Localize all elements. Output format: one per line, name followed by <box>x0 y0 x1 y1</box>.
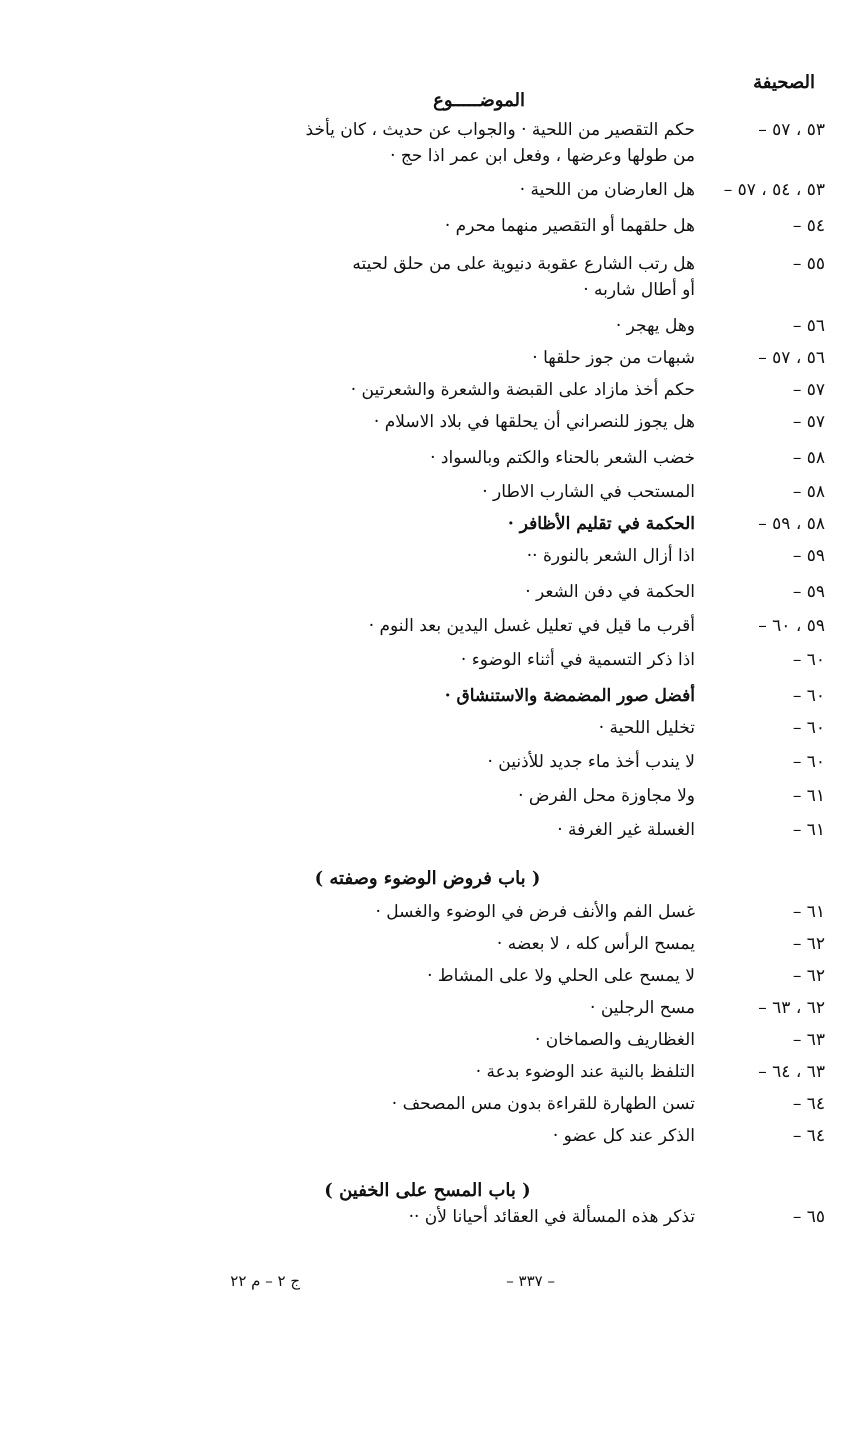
index-entry <box>0 818 855 850</box>
entry-topic-text: الغظاريف والصماخان · <box>534 1030 695 1050</box>
entry-topic-text: مسح الرجلين · <box>590 998 695 1018</box>
pages-column-header: الصحيفة <box>753 72 815 93</box>
entry-topic-text: المستحب في الشارب الاطار · <box>482 482 695 502</box>
index-entry <box>0 410 855 442</box>
index-entry <box>0 446 855 478</box>
entry-page-numbers: ٥٩ ، ٦٠ – <box>758 616 825 636</box>
entry-page-numbers: ٥٨ – <box>792 482 825 502</box>
entry-topic-text: يمسح الرأس كله ، لا بعضه · <box>496 934 695 954</box>
entry-page-numbers: ٦٥ – <box>792 1207 825 1227</box>
entry-topic-text: هل العارضان من اللحية · <box>519 180 695 200</box>
entry-topic-text: أو أطال شاربه · <box>583 280 695 300</box>
entry-page-numbers: ٥٦ ، ٥٧ – <box>758 348 825 368</box>
print-signature: ج ٢ – م ٢٢ <box>230 1272 300 1290</box>
index-entry <box>0 480 855 512</box>
entry-topic-text: غسل الفم والأنف فرض في الوضوء والغسل · <box>375 902 695 922</box>
entry-page-numbers: ٥٣ ، ٥٤ ، ٥٧ – <box>723 180 825 200</box>
index-entry <box>0 964 855 996</box>
entry-topic-text: الذكر عند كل عضو · <box>552 1126 695 1146</box>
entry-topic-text: اذا ذكر التسمية في أثناء الوضوء · <box>460 650 695 670</box>
index-entry <box>0 996 855 1028</box>
entry-page-numbers: ٦٤ – <box>792 1126 825 1146</box>
section-title-wudu: ( باب فروض الوضوء وصفته ) <box>314 868 541 889</box>
entry-topic-text: اذا أزال الشعر بالنورة ·· <box>526 546 695 566</box>
index-entry <box>0 648 855 680</box>
topic-column-header: الموضـــــوع <box>433 90 525 111</box>
index-entry <box>0 784 855 816</box>
entry-topic-text: هل حلقهما أو التقصير منهما محرم · <box>444 216 695 236</box>
index-entry <box>0 252 855 300</box>
entry-topic-text: شبهات من جوز حلقها · <box>532 348 695 368</box>
entry-topic-text: خضب الشعر بالحناء والكتم وبالسواد · <box>430 448 695 468</box>
index-entry <box>0 580 855 612</box>
index-entry <box>0 1092 855 1124</box>
entry-page-numbers: ٦٣ – <box>792 1030 825 1050</box>
entry-topic-text: لا يندب أخذ ماء جديد للأذنين · <box>487 752 695 772</box>
index-entry <box>0 378 855 410</box>
entry-page-numbers: ٦٠ – <box>792 650 825 670</box>
entry-page-numbers: ٥٧ – <box>792 380 825 400</box>
index-entry <box>0 118 855 166</box>
section-title-khuffain: ( باب المسح على الخفين ) <box>324 1180 531 1201</box>
entry-topic-text: الغسلة غير الغرفة · <box>557 820 695 840</box>
entry-topic-text: أقرب ما قيل في تعليل غسل اليدين بعد النوم · <box>368 616 695 636</box>
entry-page-numbers: ٦٠ – <box>792 752 825 772</box>
index-entry <box>0 512 855 544</box>
entry-topic-text: تخليل اللحية · <box>598 718 695 738</box>
entry-page-numbers: ٦١ – <box>792 786 825 806</box>
index-entry <box>0 1124 855 1156</box>
index-entry <box>0 214 855 246</box>
entry-page-numbers: ٦٠ – <box>792 718 825 738</box>
entry-page-numbers: ٥٨ – <box>792 448 825 468</box>
index-entry <box>0 684 855 716</box>
entry-topic-text: ولا مجاوزة محل الفرض · <box>518 786 695 806</box>
index-entry <box>0 1060 855 1092</box>
entry-page-numbers: ٥٩ – <box>792 582 825 602</box>
entry-page-numbers: ٥٧ – <box>792 412 825 432</box>
index-entry <box>0 750 855 782</box>
entry-topic-text: هل يجوز للنصراني أن يحلقها في بلاد الاسلام · <box>373 412 695 432</box>
entry-page-numbers: ٥٩ – <box>792 546 825 566</box>
index-entry <box>0 614 855 646</box>
entry-topic-text: لا يمسح على الحلي ولا على المشاط · <box>427 966 695 986</box>
entry-page-numbers: ٦١ – <box>792 820 825 840</box>
index-entry <box>0 932 855 964</box>
entry-page-numbers: ٦٢ – <box>792 966 825 986</box>
index-entry <box>0 716 855 748</box>
entry-page-numbers: ٦١ – <box>792 902 825 922</box>
entry-page-numbers: ٦٠ – <box>792 686 825 706</box>
entry-topic-text: تسن الطهارة للقراءة بدون مس المصحف · <box>391 1094 695 1114</box>
entry-page-numbers: ٦٢ ، ٦٣ – <box>758 998 825 1018</box>
entry-topic-text: وهل يهجر · <box>615 316 695 336</box>
index-entry <box>0 1205 855 1237</box>
page-number: – ٣٣٧ – <box>506 1272 555 1290</box>
entry-page-numbers: ٥٦ – <box>792 316 825 336</box>
entry-topic-text: أفضل صور المضمضة والاستنشاق · <box>444 686 695 706</box>
index-entry <box>0 178 855 210</box>
entry-page-numbers: ٦٢ – <box>792 934 825 954</box>
entry-page-numbers: ٥٣ ، ٥٧ – <box>758 120 825 140</box>
entry-page-numbers: ٥٨ ، ٥٩ – <box>758 514 825 534</box>
entry-topic-text: هل رتب الشارع عقوبة دنيوية على من حلق لحيته <box>352 254 695 274</box>
entry-page-numbers: ٥٤ – <box>792 216 825 236</box>
index-entry <box>0 1028 855 1060</box>
entry-topic-text: حكم أخذ مازاد على القبضة والشعرة والشعرتين · <box>350 380 695 400</box>
entry-topic-text: الحكمة في دفن الشعر · <box>525 582 695 602</box>
entry-topic-text: حكم التقصير من اللحية · والجواب عن حديث ، كان يأخذ <box>305 120 695 140</box>
index-entry <box>0 544 855 576</box>
entry-topic-text: من طولها وعرضها ، وفعل ابن عمر اذا حج · <box>390 146 695 166</box>
entry-page-numbers: ٦٤ – <box>792 1094 825 1114</box>
index-entry <box>0 314 855 346</box>
entry-page-numbers: ٥٥ – <box>792 254 825 274</box>
index-entry <box>0 346 855 378</box>
entry-topic-text: تذكر هذه المسألة في العقائد أحيانا لأن ·· <box>408 1207 695 1227</box>
index-entry <box>0 900 855 932</box>
entry-topic-text: الحكمة في تقليم الأظافر · <box>507 514 695 534</box>
entry-topic-text: التلفظ بالنية عند الوضوء بدعة · <box>475 1062 695 1082</box>
entry-page-numbers: ٦٣ ، ٦٤ – <box>758 1062 825 1082</box>
